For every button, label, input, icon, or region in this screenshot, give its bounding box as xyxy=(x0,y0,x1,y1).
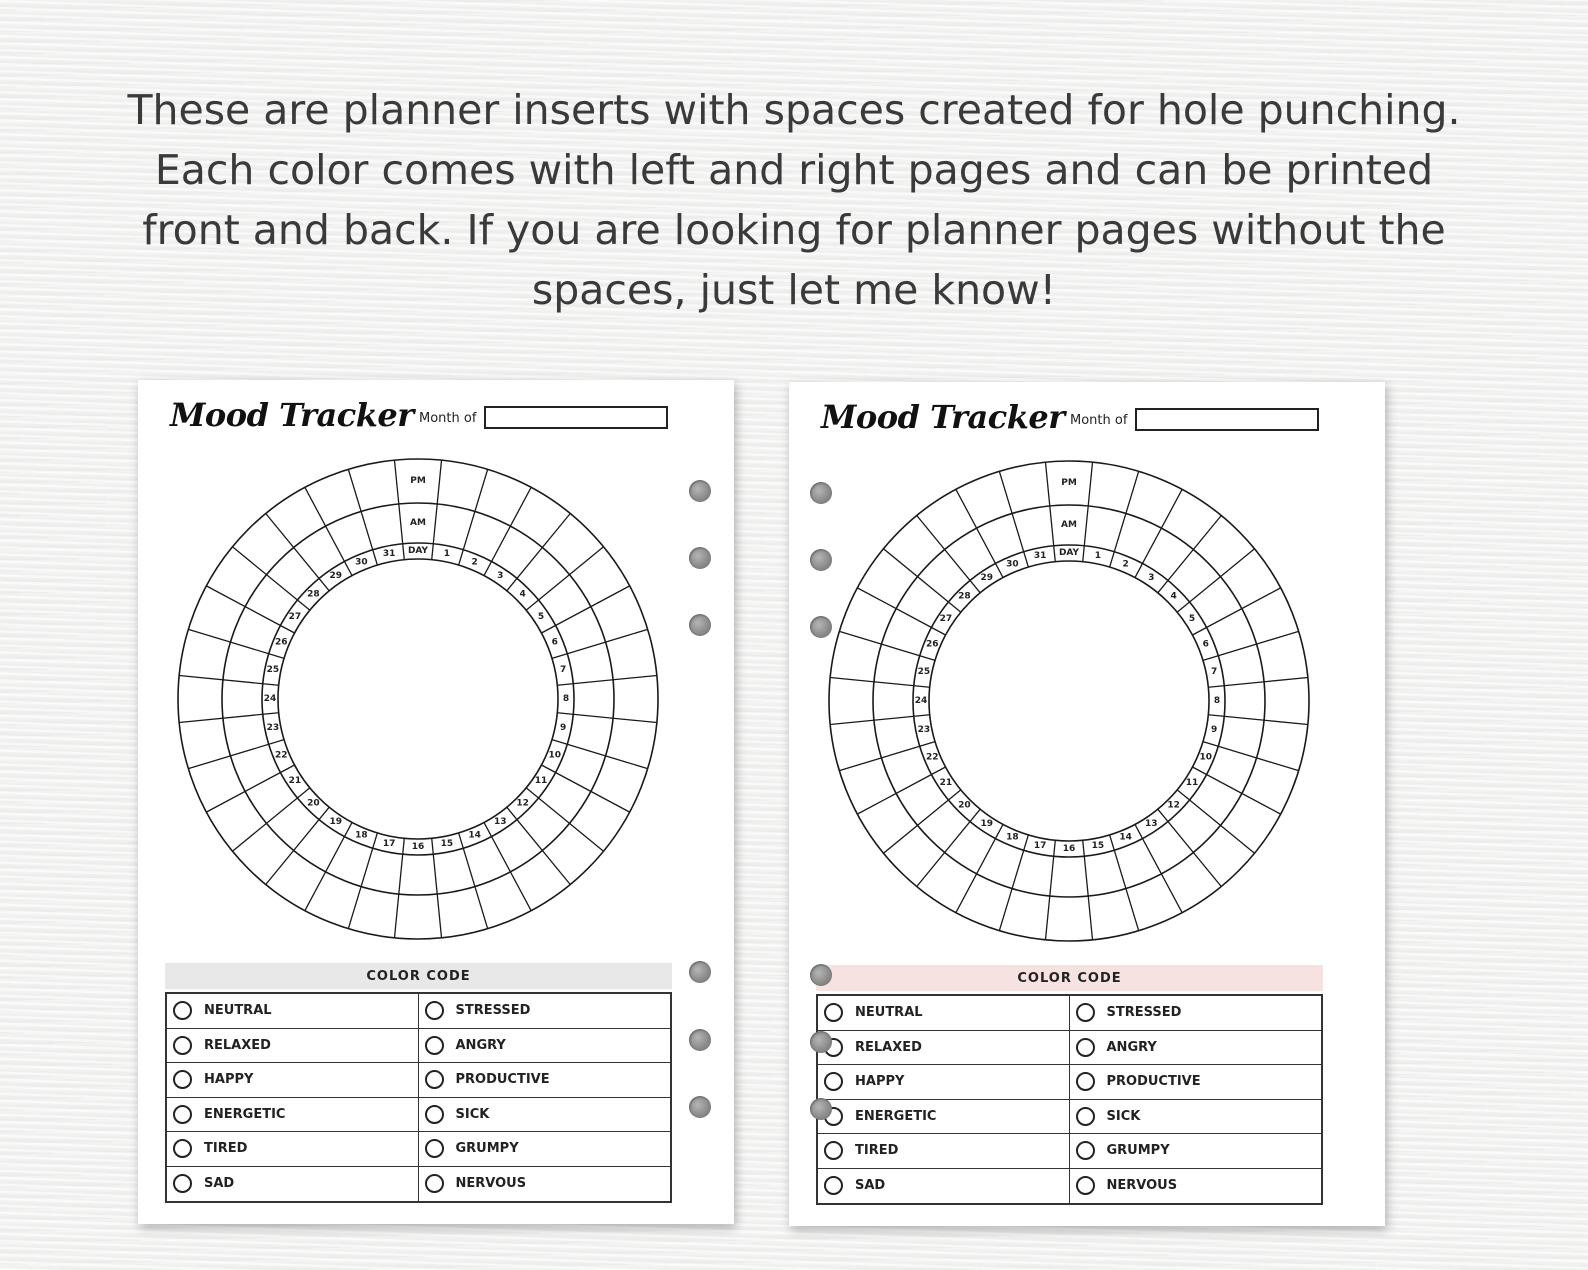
day-number: 31 xyxy=(382,548,396,559)
wheel-divider xyxy=(839,631,935,660)
wheel-divider xyxy=(348,830,377,929)
mood-label: NEUTRAL xyxy=(855,1005,923,1021)
punch-hole xyxy=(689,1096,711,1118)
mood-label: SAD xyxy=(855,1178,886,1194)
mood-label: ANGRY xyxy=(1106,1039,1157,1055)
wheel-divider xyxy=(206,586,294,633)
month-label: Month of xyxy=(419,411,477,426)
mood-row[interactable] xyxy=(1070,1065,1322,1100)
color-swatch-circle[interactable] xyxy=(425,1036,444,1055)
mood-wheel xyxy=(176,457,660,941)
wheel-ring xyxy=(829,461,1309,941)
mood-label: NERVOUS xyxy=(455,1176,527,1192)
mood-label: STRESSED xyxy=(1106,1005,1182,1021)
day-number: 21 xyxy=(288,776,302,787)
day-number: 23 xyxy=(266,722,280,733)
color-swatch-circle[interactable] xyxy=(1076,1176,1095,1195)
day-number: 30 xyxy=(1006,559,1019,570)
pm-label: PM xyxy=(410,476,426,486)
color-swatch-circle[interactable] xyxy=(425,1105,444,1124)
day-number: 22 xyxy=(926,752,939,763)
color-swatch-circle[interactable] xyxy=(173,1070,192,1089)
mood-row[interactable] xyxy=(167,1098,419,1133)
day-number: 1 xyxy=(443,548,451,559)
mood-row[interactable] xyxy=(419,1029,671,1064)
color-swatch-circle[interactable] xyxy=(173,1105,192,1124)
mood-row[interactable] xyxy=(419,1167,671,1202)
mood-row[interactable] xyxy=(419,1098,671,1133)
day-number: 26 xyxy=(926,639,939,650)
mood-row[interactable] xyxy=(818,996,1070,1031)
wheel-divider xyxy=(266,807,329,884)
wheel-divider xyxy=(883,549,960,612)
mood-row[interactable] xyxy=(167,1132,419,1167)
month-label: Month of xyxy=(1070,413,1128,428)
color-swatch-circle[interactable] xyxy=(1076,1038,1095,1057)
day-number: 25 xyxy=(917,667,931,678)
page-title: Mood Tracker xyxy=(821,398,1065,436)
mood-label: SICK xyxy=(455,1106,490,1122)
wheel-divider xyxy=(1203,742,1299,771)
day-number: 29 xyxy=(980,572,994,583)
mood-label: NERVOUS xyxy=(1106,1178,1178,1194)
mood-label: RELAXED xyxy=(855,1039,922,1055)
day-number: 22 xyxy=(275,750,288,761)
day-number: 15 xyxy=(440,839,454,850)
punch-hole xyxy=(810,549,832,571)
mood-row[interactable] xyxy=(419,1063,671,1098)
day-number: 12 xyxy=(1167,800,1180,811)
page-title: Mood Tracker xyxy=(170,396,414,434)
wheel-divider xyxy=(1192,588,1280,635)
wheel-divider xyxy=(484,487,531,575)
day-number: 18 xyxy=(1006,832,1019,843)
day-number: 2 xyxy=(471,557,478,568)
day-number: 27 xyxy=(939,613,953,624)
day-number: 6 xyxy=(1202,639,1209,650)
day-number: 29 xyxy=(329,570,343,581)
mood-label: SICK xyxy=(1106,1108,1141,1124)
mood-label: TIRED xyxy=(855,1143,899,1159)
day-label: DAY xyxy=(1058,548,1080,558)
wheel-divider xyxy=(1158,809,1221,886)
wheel-divider xyxy=(1135,824,1182,912)
mood-row[interactable] xyxy=(167,1167,419,1202)
am-label: AM xyxy=(1061,520,1077,530)
mood-row[interactable] xyxy=(167,994,419,1029)
punch-hole xyxy=(810,482,832,504)
day-number: 28 xyxy=(958,591,971,602)
color-swatch-circle[interactable] xyxy=(1076,1141,1095,1160)
day-number: 15 xyxy=(1091,841,1105,852)
wheel-divider xyxy=(883,790,960,853)
day-number: 25 xyxy=(266,665,280,676)
color-code-header: COLOR CODE xyxy=(816,965,1323,991)
day-number: 18 xyxy=(355,830,368,841)
color-swatch-circle[interactable] xyxy=(173,1174,192,1193)
color-swatch-circle[interactable] xyxy=(824,1072,843,1091)
wheel-divider xyxy=(188,740,284,769)
day-number: 3 xyxy=(1148,572,1155,583)
mood-row[interactable] xyxy=(1070,1100,1322,1135)
wheel-divider xyxy=(1110,471,1139,570)
mood-row[interactable] xyxy=(818,1169,1070,1204)
wheel-divider xyxy=(956,824,1003,912)
punch-hole xyxy=(689,480,711,502)
wheel-divider xyxy=(507,807,570,884)
day-number: 6 xyxy=(551,637,558,648)
wheel-ring xyxy=(929,561,1209,841)
wheel-divider xyxy=(232,788,309,851)
mood-label: PRODUCTIVE xyxy=(455,1072,550,1088)
day-number: 24 xyxy=(263,694,277,704)
month-input[interactable] xyxy=(484,406,668,429)
wheel-divider xyxy=(541,765,629,812)
color-code-table xyxy=(816,994,1323,1205)
color-swatch-circle[interactable] xyxy=(425,1001,444,1020)
color-swatch-circle[interactable] xyxy=(425,1070,444,1089)
day-number: 9 xyxy=(560,722,567,733)
day-number: 3 xyxy=(497,570,504,581)
wheel-divider xyxy=(541,586,629,633)
color-code-header: COLOR CODE xyxy=(165,963,672,989)
wheel-divider xyxy=(507,513,570,590)
wheel-divider xyxy=(917,515,980,592)
day-label: DAY xyxy=(407,546,429,556)
wheel-divider xyxy=(857,588,945,635)
color-swatch-circle[interactable] xyxy=(425,1174,444,1193)
mood-row[interactable] xyxy=(1070,1031,1322,1066)
mood-row[interactable] xyxy=(167,1063,419,1098)
mood-row[interactable] xyxy=(167,1029,419,1064)
day-number: 28 xyxy=(307,589,320,600)
punch-hole xyxy=(689,1029,711,1051)
mood-row[interactable] xyxy=(419,994,671,1029)
day-number: 1 xyxy=(1094,550,1102,561)
day-number: 21 xyxy=(939,778,953,789)
color-swatch-circle[interactable] xyxy=(173,1001,192,1020)
month-input[interactable] xyxy=(1135,408,1319,431)
mood-label: ENERGETIC xyxy=(855,1108,937,1124)
punch-hole xyxy=(810,964,832,986)
day-number: 26 xyxy=(275,637,288,648)
mood-row[interactable] xyxy=(1070,996,1322,1031)
day-number: 27 xyxy=(288,611,302,622)
punch-hole xyxy=(810,1098,832,1120)
day-number: 8 xyxy=(562,694,570,704)
wheel-ring xyxy=(222,503,614,895)
day-number: 12 xyxy=(516,798,529,809)
wheel-divider xyxy=(206,765,294,812)
day-number: 10 xyxy=(1199,752,1212,763)
day-number: 13 xyxy=(1144,819,1158,830)
day-number: 23 xyxy=(917,724,931,735)
wheel-divider xyxy=(1192,767,1280,814)
day-number: 20 xyxy=(958,800,971,811)
day-number: 17 xyxy=(382,839,396,850)
mood-label: PRODUCTIVE xyxy=(1106,1074,1201,1090)
wheel-divider xyxy=(999,471,1028,570)
wheel-divider xyxy=(1110,832,1139,931)
color-swatch-circle[interactable] xyxy=(1076,1003,1095,1022)
wheel-ring xyxy=(873,505,1265,897)
mood-label: STRESSED xyxy=(455,1003,531,1019)
mood-label: ENERGETIC xyxy=(204,1106,286,1122)
wheel-divider xyxy=(857,767,945,814)
headline-line: These are planner inserts with spaces created for hole punching. xyxy=(127,86,1461,134)
day-number: 13 xyxy=(493,817,507,828)
color-swatch-circle[interactable] xyxy=(824,1176,843,1195)
mood-row[interactable] xyxy=(1070,1134,1322,1169)
wheel-divider xyxy=(552,740,648,769)
wheel-divider xyxy=(305,822,352,910)
wheel-divider xyxy=(1177,549,1254,612)
color-swatch-circle[interactable] xyxy=(173,1139,192,1158)
day-number: 4 xyxy=(1170,591,1177,602)
wheel-divider xyxy=(266,513,329,590)
day-number: 17 xyxy=(1033,841,1047,852)
day-number: 16 xyxy=(1062,844,1076,854)
headline-line: front and back. If you are looking for planner pages without the xyxy=(142,206,1446,254)
day-number: 10 xyxy=(548,750,561,761)
day-number: 31 xyxy=(1033,550,1047,561)
day-number: 19 xyxy=(980,819,994,830)
day-number: 9 xyxy=(1211,724,1218,735)
day-number: 5 xyxy=(537,611,545,622)
day-number: 11 xyxy=(1185,778,1199,789)
mood-label: NEUTRAL xyxy=(204,1003,272,1019)
wheel-divider xyxy=(305,487,352,575)
wheel-ring xyxy=(278,559,558,839)
day-number: 7 xyxy=(560,665,567,676)
mood-label: HAPPY xyxy=(204,1072,254,1088)
color-swatch-circle[interactable] xyxy=(425,1139,444,1158)
day-number: 4 xyxy=(519,589,526,600)
headline-line: spaces, just let me know! xyxy=(531,266,1057,314)
mood-row[interactable] xyxy=(818,1065,1070,1100)
punch-hole xyxy=(689,547,711,569)
color-code-table xyxy=(165,992,672,1203)
punch-hole xyxy=(689,614,711,636)
color-swatch-circle[interactable] xyxy=(173,1036,192,1055)
wheel-divider xyxy=(1158,515,1221,592)
day-number: 2 xyxy=(1122,559,1129,570)
day-number: 8 xyxy=(1213,696,1221,706)
wheel-divider xyxy=(459,830,488,929)
planner-page-right xyxy=(789,382,1385,1226)
mood-row[interactable] xyxy=(818,1100,1070,1135)
day-number: 5 xyxy=(1188,613,1196,624)
color-swatch-circle[interactable] xyxy=(1076,1072,1095,1091)
mood-label: RELAXED xyxy=(204,1037,271,1053)
mood-label: GRUMPY xyxy=(1106,1143,1170,1159)
day-number: 16 xyxy=(411,842,425,852)
day-number: 14 xyxy=(468,830,481,841)
day-number: 30 xyxy=(355,557,368,568)
mood-wheel xyxy=(827,459,1311,943)
headline xyxy=(60,80,1528,320)
punch-hole xyxy=(810,1031,832,1053)
mood-row[interactable] xyxy=(419,1132,671,1167)
wheel-divider xyxy=(552,629,648,658)
day-number: 14 xyxy=(1119,832,1132,843)
day-number: 7 xyxy=(1211,667,1218,678)
punch-hole xyxy=(689,961,711,983)
wheel-divider xyxy=(232,547,309,610)
wheel-divider xyxy=(1177,790,1254,853)
day-number: 20 xyxy=(307,798,320,809)
wheel-divider xyxy=(348,469,377,568)
day-number: 11 xyxy=(534,776,548,787)
wheel-divider xyxy=(459,469,488,568)
wheel-divider xyxy=(526,788,603,851)
mood-row[interactable] xyxy=(818,1134,1070,1169)
wheel-divider xyxy=(999,832,1028,931)
mood-label: TIRED xyxy=(204,1141,248,1157)
mood-label: ANGRY xyxy=(455,1037,506,1053)
planner-page-left xyxy=(138,380,734,1224)
wheel-divider xyxy=(1135,489,1182,577)
headline-line: Each color comes with left and right pages and can be printed xyxy=(154,146,1434,194)
wheel-ring xyxy=(178,459,658,939)
mood-row[interactable] xyxy=(818,1031,1070,1066)
day-number: 19 xyxy=(329,817,343,828)
day-number: 24 xyxy=(914,696,928,706)
wheel-divider xyxy=(188,629,284,658)
pm-label: PM xyxy=(1061,478,1077,488)
wheel-divider xyxy=(956,489,1003,577)
color-swatch-circle[interactable] xyxy=(824,1141,843,1160)
mood-row[interactable] xyxy=(1070,1169,1322,1204)
wheel-divider xyxy=(917,809,980,886)
wheel-divider xyxy=(526,547,603,610)
wheel-divider xyxy=(839,742,935,771)
mood-label: GRUMPY xyxy=(455,1141,519,1157)
wheel-divider xyxy=(484,822,531,910)
mood-label: HAPPY xyxy=(855,1074,905,1090)
mood-label: SAD xyxy=(204,1176,235,1192)
am-label: AM xyxy=(410,518,426,528)
color-swatch-circle[interactable] xyxy=(824,1003,843,1022)
wheel-divider xyxy=(1203,631,1299,660)
color-swatch-circle[interactable] xyxy=(1076,1107,1095,1126)
punch-hole xyxy=(810,616,832,638)
